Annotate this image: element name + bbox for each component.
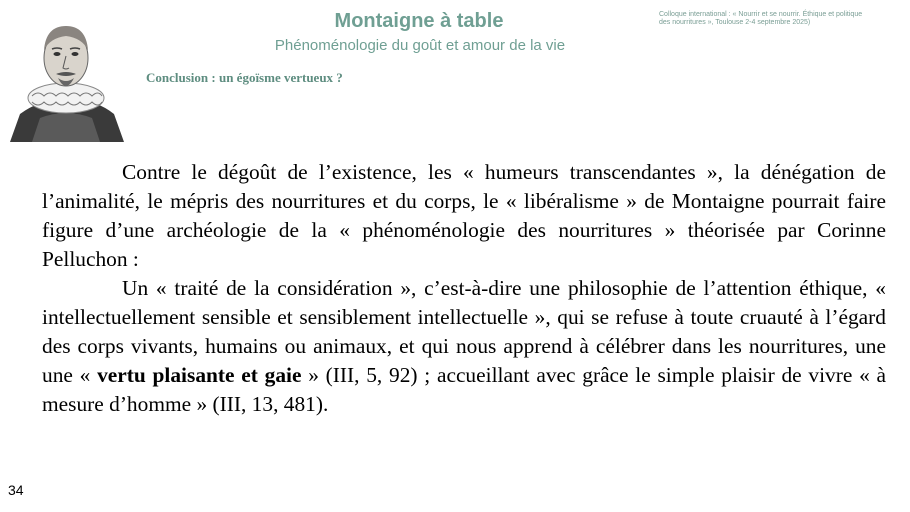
paragraph-2 — [42, 274, 886, 419]
paragraph-1: Contre le dégoût de l’existence, les « humeurs transcendantes », la dénégation de l’animalité, le mépris des nourritures et du corps, le « libéralisme » de Montaigne pourrait faire figure d’une archéologie de la « phénoménologie des nourritures » théorisée par Corinne Pelluchon : — [42, 160, 886, 271]
paragraph-2-text-end: » (III, 5, 92) ; accueillant avec grâce le simple plaisir de vivre « à mesure d’homme » (III, 13, 481). — [42, 363, 887, 416]
montaigne-portrait-image — [2, 2, 130, 142]
bold-quote: vertu plaisante et gaie — [97, 363, 302, 387]
slide-subtitle: Phénoménologie du goût et amour de la vie — [274, 37, 566, 54]
conference-note-line: Colloque international : « Nourrir et se nourrir. Éthique et politique — [659, 11, 863, 18]
conference-note-line: des nourritures », Toulouse 2-4 septembre 2025) — [659, 19, 811, 26]
section-heading: Conclusion : un égoïsme vertueux ? — [146, 70, 343, 85]
paragraph-2-text: Un « traité de la considération », c’est-à-dire une philosophie de l’attention éthique, « intellectuellement sensible et sensiblement intellectuelle », qui se refuse à toute cruauté à l’égard des corps vivants, humains ou animaux, et qui nous apprend à célébrer dans les nourritures, une une « — [42, 276, 886, 387]
page-number: 34 — [8, 482, 24, 498]
slide-title: Montaigne à table — [334, 10, 504, 32]
conference-note — [659, 11, 889, 27]
body-text — [42, 158, 886, 419]
